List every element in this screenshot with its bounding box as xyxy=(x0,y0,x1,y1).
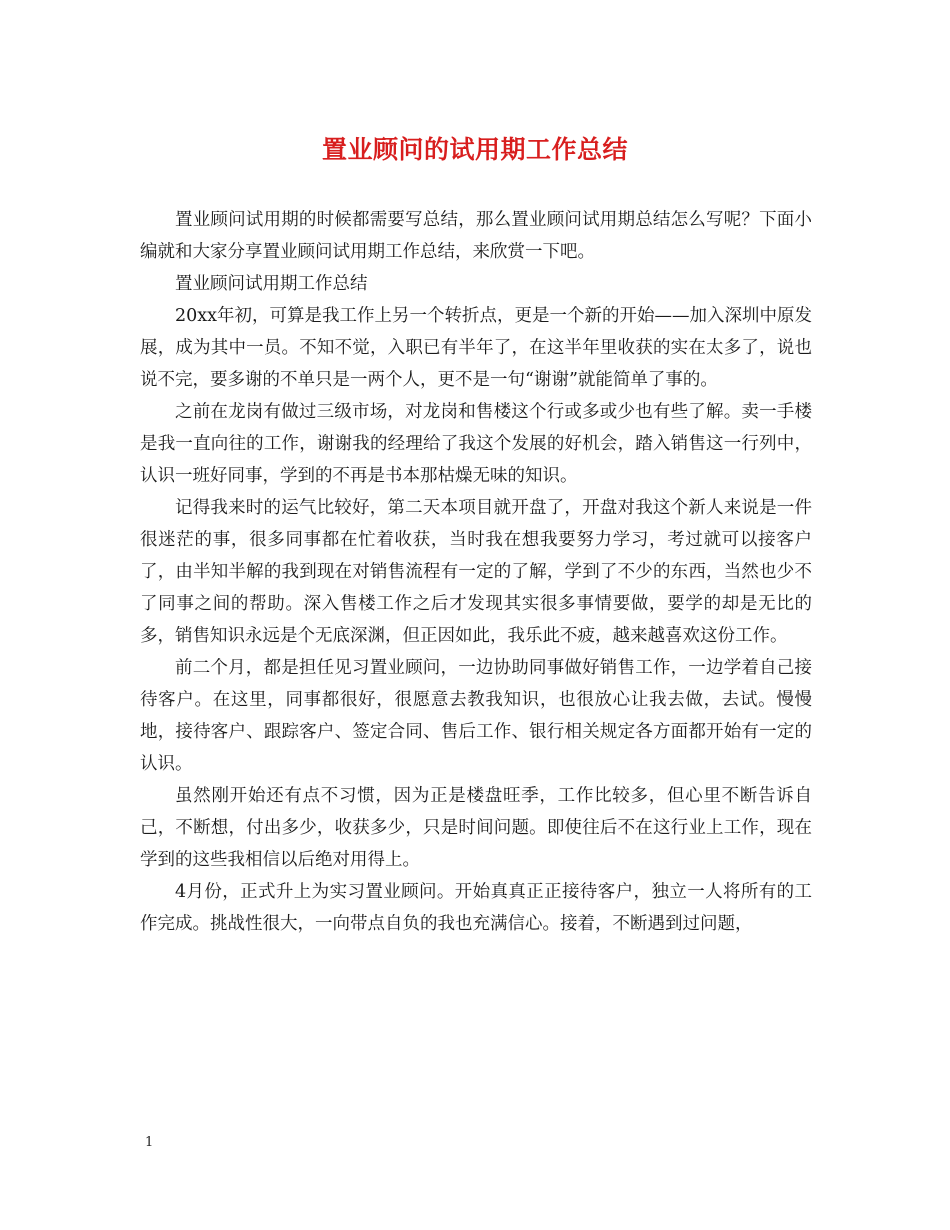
paragraph-intro: 置业顾问试用期的时候都需要写总结，那么置业顾问试用期总结怎么写呢？下面小编就和大家分享置业顾问试用期工作总结，来欣赏一下吧。 xyxy=(140,210,812,262)
paragraph-adjustment: 虽然刚开始还有点不习惯，因为正是楼盘旺季，工作比较多，但心里不断告诉自己，不断想，付出多少，收获多少，只是时间问题。即使往后不在这行业上工作，现在学到的这些我相信以后绝对用得上。 xyxy=(140,786,812,870)
paragraph-april-promotion: 4月份，正式升上为实习置业顾问。开始真真正正接待客户，独立一人将所有的工作完成。挑战性很大，一向带点自负的我也充满信心。接着，不断遇到过问题， xyxy=(140,882,812,934)
page-number: 1 xyxy=(145,1135,154,1150)
document-title: 置业顾问的试用期工作总结 xyxy=(321,135,628,164)
paragraph-new-beginning: 20xx年初，可算是我工作上另一个转折点，更是一个新的开始——加入深圳中原发展，成为其中一员。不知不觉，入职已有半年了，在这半年里收获的实在太多了，说也说不完，要多谢的不单只是一两个人，更不是一句“谢谢”就能简单了事的。 xyxy=(140,306,813,390)
paragraph-first-two-months: 前二个月，都是担任见习置业顾问，一边协助同事做好销售工作，一边学着自己接待客户。在这里，同事都很好，很愿意去教我知识，也很放心让我去做，去试。慢慢地，接待客户、跟踪客户、签定合同、售后工作、银行相关规定各方面都开始有一定的认识。 xyxy=(140,658,812,774)
document-body xyxy=(140,204,812,940)
paragraph-longgang-experience: 之前在龙岗有做过三级市场，对龙岗和售楼这个行或多或少也有些了解。卖一手楼是我一直向往的工作，谢谢我的经理给了我这个发展的好机会，踏入销售这一行列中，认识一班好同事，学到的不再是书本那枯燥无味的知识。 xyxy=(140,402,812,486)
paragraph-opening-day: 记得我来时的运气比较好，第二天本项目就开盘了，开盘对我这个新人来说是一件很迷茫的事，很多同事都在忙着收获，当时我在想我要努力学习，考过就可以接客户了，由半知半解的我到现在对销售流程有一定的了解，学到了不少的东西，当然也少不了同事之间的帮助。深入售楼工作之后才发现其实很多事情要做，要学的却是无比的多，销售知识永远是个无底深渊，但正因如此，我乐此不疲，越来越喜欢这份工作。 xyxy=(140,498,812,646)
paragraph-subheading: 置业顾问试用期工作总结 xyxy=(175,274,368,294)
